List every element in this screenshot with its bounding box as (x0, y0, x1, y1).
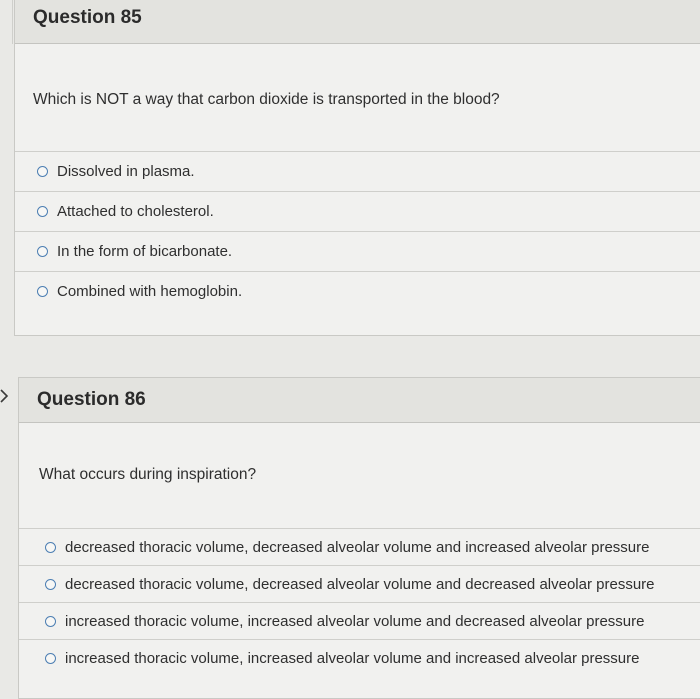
answer-label: increased thoracic volume, increased alveolar volume and decreased alveolar pressure (65, 612, 645, 630)
answer-option[interactable] (15, 151, 700, 191)
question-title: Question 86 (37, 389, 146, 410)
answer-list (19, 528, 700, 676)
chevron-right-icon[interactable] (0, 389, 12, 403)
radio-button-icon[interactable] (45, 542, 56, 553)
left-divider (12, 0, 13, 44)
radio-button-icon[interactable] (37, 246, 48, 257)
question-85 (14, 0, 700, 336)
radio-button-icon[interactable] (45, 616, 56, 627)
question-header (15, 0, 700, 44)
answer-option[interactable] (15, 231, 700, 271)
answer-option[interactable] (15, 271, 700, 311)
question-header (19, 378, 700, 423)
question-title: Question 85 (33, 7, 142, 28)
answer-label: Combined with hemoglobin. (57, 283, 243, 300)
radio-button-icon[interactable] (37, 286, 48, 297)
answer-label: decreased thoracic volume, decreased alveolar volume and increased alveolar pressure (65, 538, 650, 556)
radio-button-icon[interactable] (37, 206, 48, 217)
radio-button-icon[interactable] (45, 653, 56, 664)
answer-option[interactable] (19, 528, 700, 565)
answer-option[interactable] (15, 191, 700, 231)
answer-label: Dissolved in plasma. (57, 163, 195, 180)
answer-option[interactable] (19, 565, 700, 602)
answer-label: In the form of bicarbonate. (57, 243, 233, 260)
answer-option[interactable] (19, 602, 700, 639)
answer-list (15, 151, 700, 311)
answer-option[interactable] (19, 639, 700, 676)
radio-button-icon[interactable] (45, 579, 56, 590)
question-text: Which is NOT a way that carbon dioxide is transported in the blood? (33, 91, 500, 108)
question-text: What occurs during inspiration? (39, 466, 257, 483)
answer-label: increased thoracic volume, increased alveolar volume and increased alveolar pressure (65, 649, 640, 667)
radio-button-icon[interactable] (37, 166, 48, 177)
answer-label: decreased thoracic volume, decreased alveolar volume and decreased alveolar pressure (65, 575, 655, 593)
question-86 (18, 377, 700, 699)
answer-label: Attached to cholesterol. (57, 203, 214, 220)
